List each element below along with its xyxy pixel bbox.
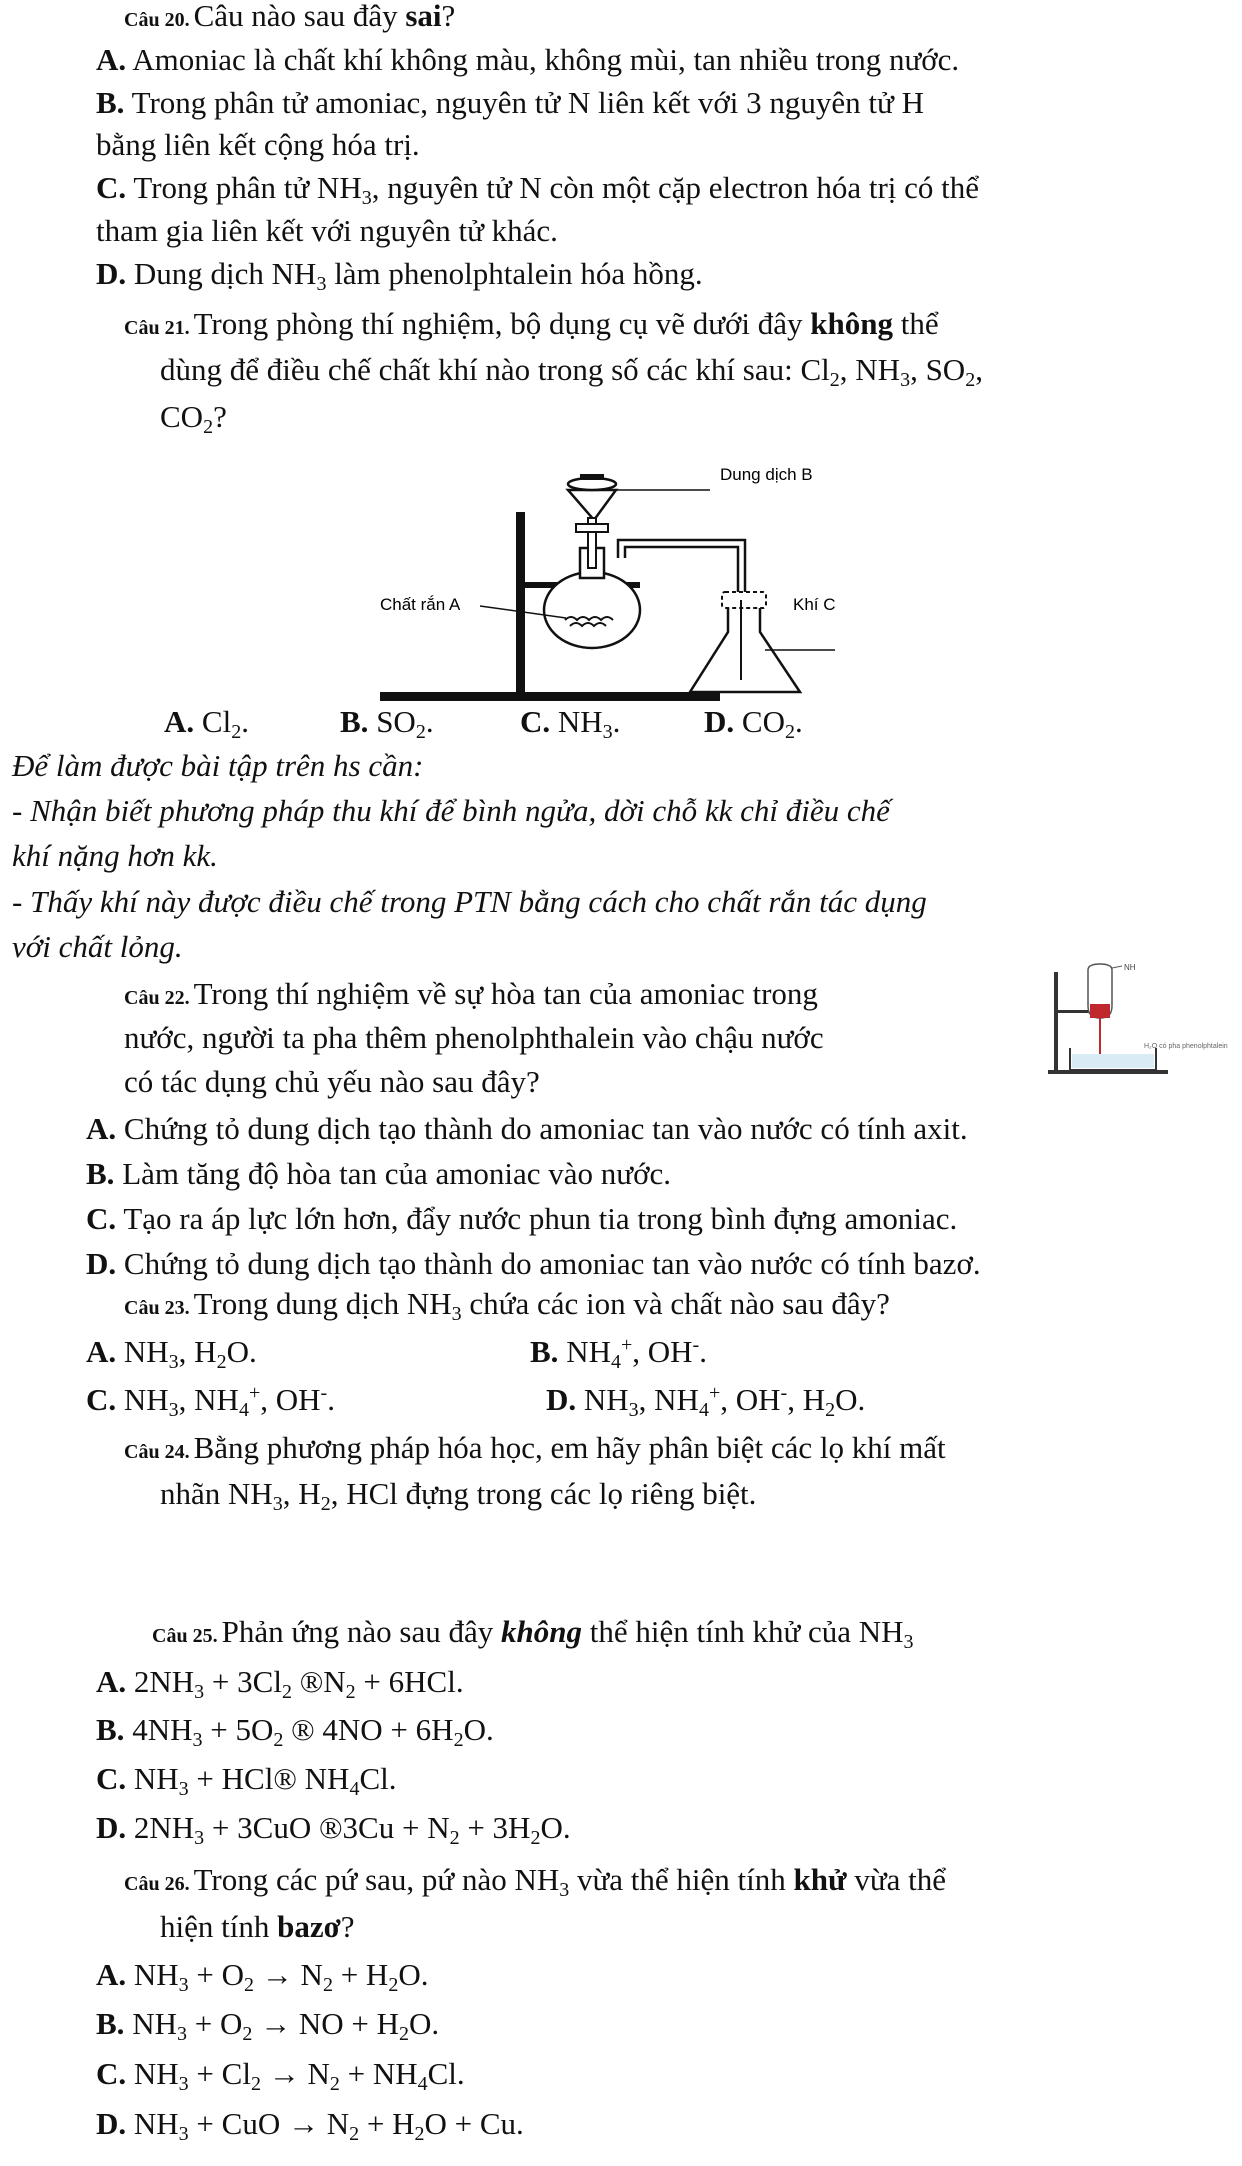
label-water-phenolphthalein: H₂O có pha phenolphtalein — [1144, 1043, 1228, 1050]
q23-option-d: D. $NH_3$, $NH_4^+$, OH-, $H_2O$. — [546, 1382, 866, 1421]
q24-stem-line2: nhãn $NH_3$, $H_2$, HCl đựng trong các lọ riêng biệt. — [160, 1476, 757, 1515]
q22-option-c: C. Tạo ra áp lực lớn hơn, đẩy nước phun tia trong bình đựng amoniac. — [86, 1201, 958, 1236]
q23-option-c: C. $NH_3$, $NH_4^+$, OH-. — [86, 1382, 335, 1421]
q22-stem-line2: nước, người ta pha thêm phenolphthalein vào chậu nước — [124, 1020, 824, 1055]
q26-stem: Câu 26. Trong các pứ sau, pứ nào $NH_3$ vừa thể hiện tính khử vừa thể — [124, 1862, 947, 1901]
q21-option-c: C. $NH_3$. — [520, 704, 621, 743]
label-chat-ran-a: Chất rắn A — [380, 595, 461, 614]
q26-option-b: B. $NH_3 + O_2$ → NO + $H_2O$. — [96, 2006, 440, 2045]
q25-option-d: D. $2NH_3 + 3CuO$ ®3Cu + $N_2 + 3H_2O$. — [96, 1810, 571, 1849]
q23-stem: Câu 23. Trong dung dịch $NH_3$ chứa các ion và chất nào sau đây? — [124, 1286, 890, 1325]
q23-option-b: B. $NH_4^+$, OH-. — [530, 1334, 707, 1373]
note-point-1-cont: khí nặng hơn kk. — [12, 838, 218, 873]
q25-stem: Câu 25. Phản ứng nào sau đây không thể hiện tính khử của $NH_3$ — [152, 1614, 914, 1653]
q26-option-a: A. $NH_3 + O_2 \to N_2 + H_2O$. — [96, 1957, 429, 1996]
note-title: Để làm được bài tập trên hs cần: — [12, 748, 424, 783]
q20-option-b-cont: bằng liên kết cộng hóa trị. — [96, 127, 420, 162]
label-khi-c: Khí C — [793, 595, 836, 614]
q20-option-d: D. Dung dịch $NH_3$ làm phenolphtalein hóa hồng. — [96, 256, 703, 295]
q26-option-c: C. $NH_3 + Cl_2 \to N_2 + NH_4Cl$. — [96, 2056, 465, 2095]
label-nh3: NH — [1124, 963, 1136, 972]
q25-option-b: B. $4NH_3 + 5O_2$ ® $4NO + 6H_2O$. — [96, 1712, 494, 1751]
gas-preparation-apparatus-figure — [380, 460, 860, 710]
q21-stem-line3: $CO_2$? — [160, 399, 227, 438]
q23-option-a: A. $NH_3$, $H_2O$. — [86, 1334, 257, 1373]
q21-option-d: D. $CO_2$. — [704, 704, 803, 743]
q26-option-d: D. $NH_3$ + CuO → $N_2 + H_2O + Cu$. — [96, 2106, 524, 2145]
note-point-2-cont: với chất lỏng. — [12, 929, 183, 964]
note-point-2: - Thấy khí này được điều chế trong PTN bằng cách cho chất rắn tác dụng — [12, 884, 927, 919]
q21-stem-line2: dùng để điều chế chất khí nào trong số các khí sau: $Cl_2$, $NH_3$, $SO_2$, — [160, 352, 983, 391]
q22-stem: Câu 22. Trong thí nghiệm về sự hòa tan của amoniac trong — [124, 976, 818, 1011]
q20-option-c-cont: tham gia liên kết với nguyên tử khác. — [96, 213, 558, 248]
q20-option-b: B. Trong phân tử amoniac, nguyên tử N liên kết với 3 nguyên tử H — [96, 85, 924, 120]
q22-option-b: B. Làm tăng độ hòa tan của amoniac vào nước. — [86, 1156, 671, 1191]
q26-stem-line2: hiện tính bazơ? — [160, 1909, 355, 1944]
q22-stem-line3: có tác dụng chủ yếu nào sau đây? — [124, 1064, 540, 1099]
q21-option-b: B. $SO_2$. — [340, 704, 434, 743]
note-point-1: - Nhận biết phương pháp thu khí để bình ngửa, dời chỗ kk chỉ điều chế — [12, 793, 890, 828]
q20-stem: Câu 20. Câu nào sau đây sai? — [124, 0, 456, 33]
q25-option-c: C. $NH_3$ + HCl® $NH_4Cl$. — [96, 1761, 397, 1800]
q22-option-d: D. Chứng tỏ dung dịch tạo thành do amoniac tan vào nước có tính bazơ. — [86, 1246, 981, 1281]
label-dung-dich-b: Dung dịch B — [720, 465, 813, 484]
fountain-experiment-figure — [1048, 962, 1234, 1082]
q21-stem: Câu 21. Trong phòng thí nghiệm, bộ dụng cụ vẽ dưới đây không thể — [124, 306, 939, 341]
q25-option-a: A. $2NH_3 + 3Cl_2$ $®N_2 + 6HCl$. — [96, 1664, 464, 1703]
q24-stem: Câu 24. Bằng phương pháp hóa học, em hãy phân biệt các lọ khí mất — [124, 1430, 946, 1465]
q20-option-a: A. Amoniac là chất khí không màu, không mùi, tan nhiều trong nước. — [96, 42, 960, 77]
q20-option-c: C. Trong phân tử $NH_3$, nguyên tử N còn một cặp electron hóa trị có thể — [96, 170, 980, 209]
q22-option-a: A. Chứng tỏ dung dịch tạo thành do amoniac tan vào nước có tính axit. — [86, 1111, 968, 1146]
q21-option-a: A. $Cl_2$. — [164, 704, 249, 743]
